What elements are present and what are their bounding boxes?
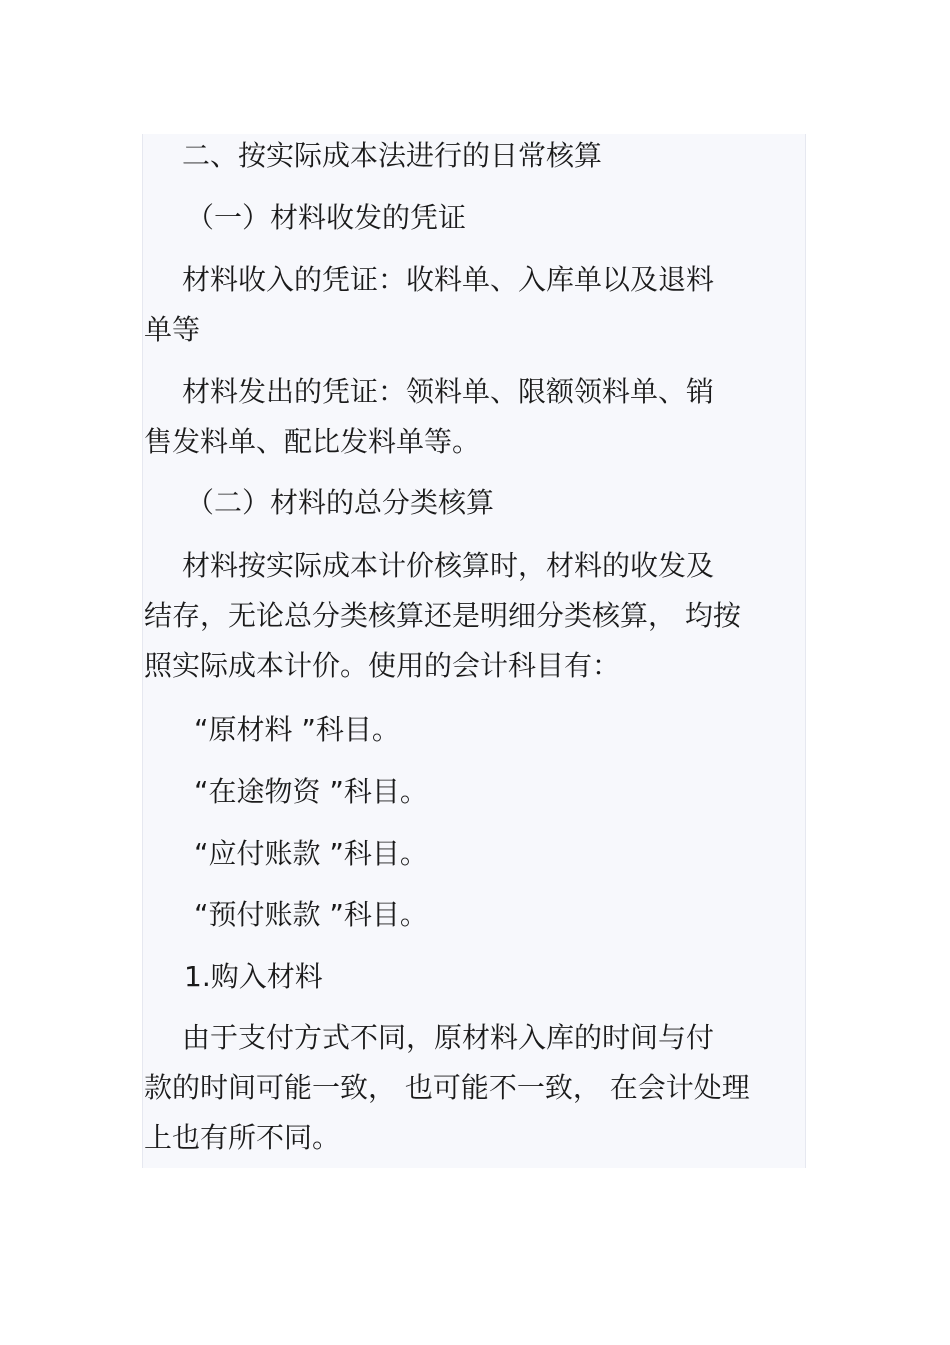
paragraph-line: 单等 [144,313,201,346]
numbered-item: 1.购入材料 [184,960,323,993]
section-heading: 二、按实际成本法进行的日常核算 [182,139,603,172]
paragraph-line: 材料收入的凭证：收料单、入库单以及退料 [182,263,715,296]
subsection-heading: （一）材料收发的凭证 [186,201,467,234]
account-item: “在途物资 ”科目。 [194,775,428,808]
paragraph-line: 售发料单、配比发料单等。 [144,425,481,458]
account-item: “预付账款 ”科目。 [194,898,428,931]
paragraph-line: 结存，无论总分类核算还是明细分类核算， 均按 [144,599,741,632]
subsection-heading: （二）材料的总分类核算 [186,486,495,519]
paragraph-line: 材料按实际成本计价核算时，材料的收发及 [182,549,715,582]
paragraph-line: 照实际成本计价。使用的会计科目有： [144,649,621,682]
paragraph-line: 由于支付方式不同，原材料入库的时间与付 [182,1021,715,1054]
account-item: “原材料 ”科目。 [194,713,400,746]
paragraph-line: 材料发出的凭证：领料单、限额领料单、销 [182,375,715,408]
paragraph-line: 款的时间可能一致， 也可能不一致， 在会计处理 [144,1071,750,1104]
account-item: “应付账款 ”科目。 [194,837,428,870]
paragraph-line: 上也有所不同。 [144,1121,341,1154]
